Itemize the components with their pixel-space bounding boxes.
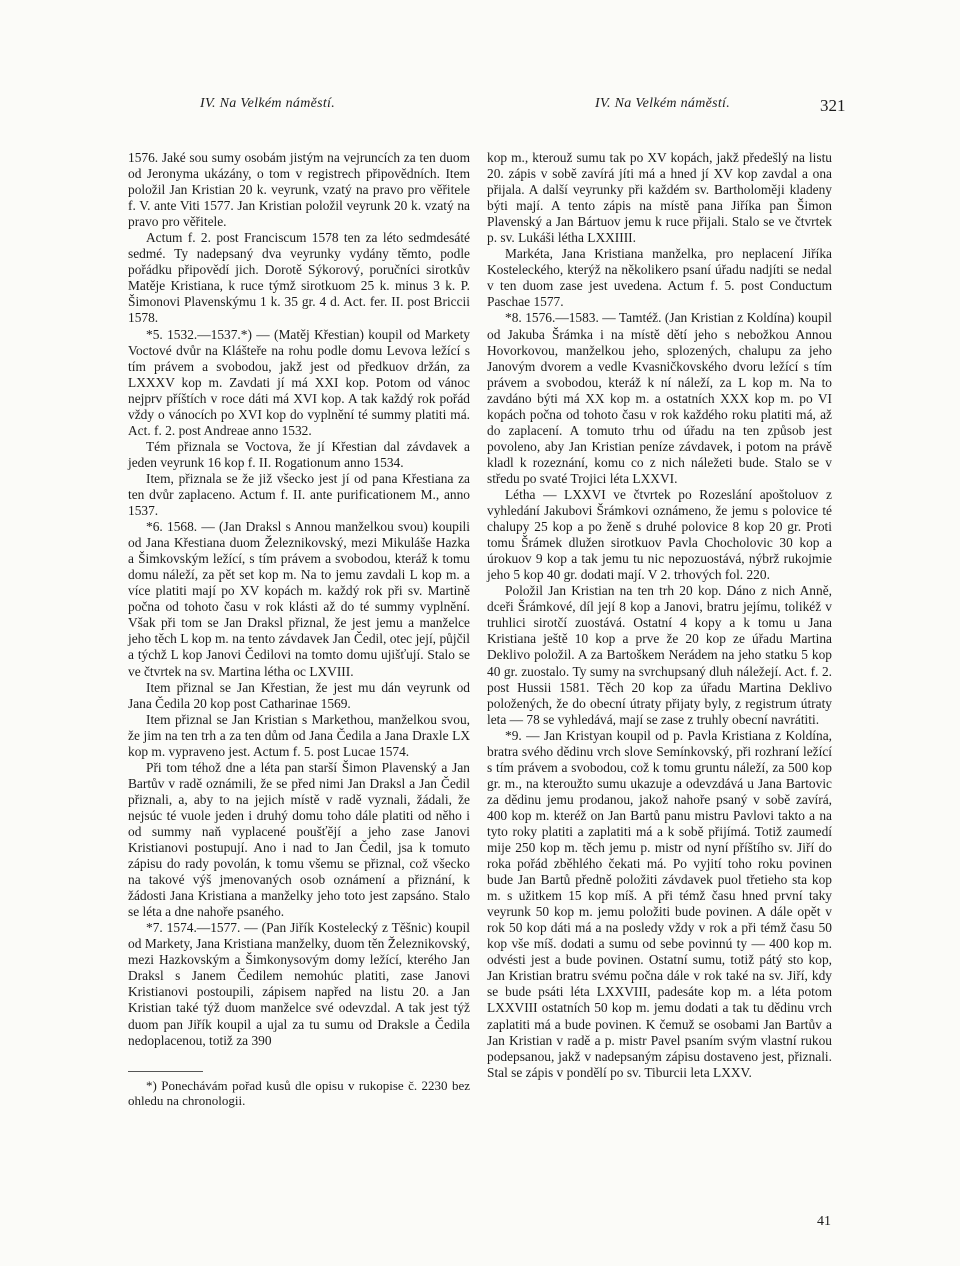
- signature-mark: 41: [817, 1214, 831, 1229]
- paragraph: Markéta, Jana Kristiana manželka, pro neplacení Jiříka Kosteleckého, kterýž na několikero psaní úřadu nadjíti se nedal v ten duom zase jest uvedena. Actum f. 5. post Conductum Paschae 1577.: [487, 246, 832, 310]
- paragraph: Položil Jan Kristian na ten trh 20 kop. Dáno z nich Anně, dceři Šrámkové, díl její 8 kop a Janovi, bratru jejímu, tolikéž v truhlici sirotčí zuostává. Ostatní 4 kopy a k tomu u Jana Kristiana ještě 10 kop a prve že 20 kop ze úřadu Martina Deklivo položil. A za Bartoškem Nerádem na jeho statku 5 kop 40 gr. zuostalo. Ty sumy na svrchupsaný dluh náležejí. Act. f. 2. post Hussii 1581. Těch 20 kop za úřadu Martina Deklivo položených, že do obecní útraty přijaty byly, z registrum útraty leta — 78 se vyhledává, mají se zase z truhly obecní navrátiti.: [487, 583, 832, 727]
- page-number: 321: [820, 96, 846, 115]
- paragraph: Při tom téhož dne a léta pan starší Šimon Plavenský a Jan Bartův v radě oznámili, že se před nimi Jan Draksl a Jan Čedil přiznali, a, aby to na jejich místě v radě vyznali, žádali, že nejsúc té vuole jeden i druhý domu toho dále platiti od něho i od summy naň vyplacené poušťějí a jeho zase Janovi Kristianovi postupují. Ano i nad to Jan Čedil, jsa k tomuto zápisu do rady povolán, k tomu všemu se přiznal, což všecko na takové výš jmenovaných osob oznámení a přiznání, k žádosti Jana Kristiana a manželky jeho toto jest zapsáno. Stalo se léta a dne nahoře psaného.: [128, 759, 470, 920]
- paragraph: kop m., kterouž sumu tak po XV kopách, jakž předešlý na listu 20. zápis v sobě zavírá jíti má a hned jí XV kop zavdal a ona přijala. A další veyrunky při každém sv. Bartholoměji kladeny býti mají. A tento zápis na místě pana Jiříka pan Šimon Plavenský a Jan Bártuov jemu k ruce přijali. Stalo se ve čtvrtek p. sv. Lukáši létha LXXIIII.: [487, 150, 832, 246]
- paragraph: Tém přiznala se Voctova, že jí Křestian dal závdavek a jeden veyrunk 16 kop f. II. Rogationum anno 1534.: [128, 438, 470, 470]
- paragraph: *9. — Jan Kristyan koupil od p. Pavla Kristiana z Koldína, bratra svého dědinu vrch slove Semínkovský, při rozhraní ležící s tím právem a svobodou, což k tomu gruntu náleží, za 500 kop gr. m., na kteroužto sumu ukazuje a odevzdává u Jana Bartovic za dědinu jemu prodanou, jakož nahoře psaný v sobě zavírá, 400 kop m. kteréž on Jan Bartů panu mistru Pavlovi takto a na tyto roky platiti a zaplatiti má a k sobě přijímá. Totiž zaumedí mije 250 kop m. těch jemu p. mistr od nyní příštího sv. Jiří do roka pořád zběhlého čekati má. Po vyjití toho roku povinen bude Jan Bartů předně položiti závdavek puol třetieho sta kop m. s užitkem 15 kop míš. A při témž času hned první taky veyrunk 50 kop m. jemu položiti bude povinen. A dále opět v rok 50 kop dáti má a na posledy vždy v rok a při témž času 50 kop vše míš. dodati a sumu od sebe povinnú ty — 400 kop m. odvésti jest a bude povinen. Ostatní sumu, totiž pátý sto kop, Jan Kristian bratru svému počna dále v rok také na sv. Jiří, kdy se bude psáti léta LXXVIII, padesáte kop m. a léta potom LXXVIII ostatních 50 kop m. jemu dodati a tak tu dědinu vrch zaplatiti má a bude povinen. K čemuž se osobami Jan Bartův a Jan Kristian v radě a p. mistr Pavel psaním svým vlastní rukou podepsanou, jakž v nadepsaným zápisu dostaveno jest, přiznali. Stal se zápis v pondělí po sv. Tiburcii leta LXXV.: [487, 727, 832, 1080]
- paragraph: *7. 1574.—1577. — (Pan Jiřík Kostelecký z Těšnic) koupil od Markety, Jana Kristiana manželky, duom těn Železnikovský, mezi Hazkovským a Šimkonysovým domy ležící, kterého Jan Draksl s Janem Čedilem nemohúc platiti, zase Janovi Kristianovi postoupili, zápisem napřed na listu 20. a Jan Kristian také týž duom manželce své odevzdal. A tak jest týž duom pan Jiřík koupil a ujal za tu sumu od Draksle a Čedila nedoplacenou, totiž za 390: [128, 920, 470, 1048]
- paragraph: Létha — LXXVI ve čtvrtek po Rozeslání apoštoluov z vyhledání Jakubovi Šrámkovi oznámeno, že jemu s polovice té chalupy 25 kop a po ženě s druhé polovice 8 kop 20 gr. Proti tomu Šrámek dlužen sirotkuov Pavla Chocholovic 30 kop a úrokuov 9 kop a tak jemu tu nic nepozuostává, nýbrž rukojmie jeho 5 kop 40 gr. dodati mají. V 2. trhových fol. 220.: [487, 486, 832, 583]
- paragraph: 1576. Jaké sou sumy osobám jistým na vejruncích za ten duom od Jeronyma ukázány, o tom v registrech připovědních. Item položil Jan Kristian 20 k. veyrunk, vzatý na pravo pro věřitele f. V. ante Viti 1577. Jan Kristian položil veyrunk 20 k. vzatý na pravo pro věřitele.: [128, 150, 470, 230]
- paragraph: Item přiznal se Jan Kristian s Markethou, manželkou svou, že jim na ten trh a za ten dům od Jana Čedila a Jana Draxle LX kop m. vypraveno jest. Actum f. 5. post Lucae 1574.: [128, 711, 470, 759]
- paragraph: *6. 1568. — (Jan Draksl s Annou manželkou svou) koupili od Jana Křestiana duom Železnikovský, mezi Mikuláše Hazka a Šimkovským ležící, s tím právem a svobodou, kteráž k tomu domu náleží, za pět set kop m. Na to jemu zavdali L kop m. a více platiti mají po XV kopách m. každý rok při sv. Martině počna od tohoto času v rok klásti až do té summy vyplnění. Však při tom se Jan Draksl přiznal, že jest jemu a manželce jeho těch L kop m. na tento závdavek Jan Čedil, otec její, půjčil a týchž L kop Janovi Čedilovi na tomto domu ujišťují. Stalo se ve čtvrtek na sv. Martina létha oc LXVIII.: [128, 519, 470, 679]
- running-head-left: IV. Na Velkém náměstí.: [200, 96, 336, 111]
- footnote-rule: [128, 1071, 203, 1072]
- right-column: [487, 150, 832, 1081]
- paragraph: Item, přiznala se že již všecko jest jí od pana Křestiana za ten dvůr zaplaceno. Actum f. II. ante purificationem M., anno 1537.: [128, 470, 470, 519]
- left-column: [128, 150, 470, 1109]
- footnote: *) Ponechávám pořad kusů dle opisu v rukopise č. 2230 bez ohledu na chronologii.: [128, 1077, 470, 1109]
- paragraph: *8. 1576.—1583. — Tamtéž. (Jan Kristian z Koldína) koupil od Jakuba Šrámka i na místě dětí jeho s nebožkou Annou Hovorkovou, manželkou jeho, splozených, chalupu za jeho Janovým dvorem a vedle Kvasničkovského dvoru ležící s tím právem a svobodou, kteráž k ní náleží, za L kop m. Na to zavdáno býti má XX kop m. a ostatních XXX kop m. po VI kopách počna od tohoto času v rok každého roku platiti má, až do zaplacení. A tomuto trhu od úřadu na ten způsob jest povoleno, aby Jan Kristian peníze závdavek, i potom na právě kladl k rozeznání, komu co z nich náležeti bude. Stalo se v středu po svaté Trojici léta LXXVI.: [487, 310, 832, 486]
- paragraph: Actum f. 2. post Franciscum 1578 ten za léto sedmdesáté sedmé. Ty nadepsaný dva veyrunky vydány těmto, podle pořádku připovědí jich. Dorotě Sýkorový, poručníci sirotkův Matěje Kristiana, k ruce týmž sirotkuom 25 k. minus 3 k. P. Šimonovi Plavenskýmu 1 k. 35 gr. 4 d. Act. fer. II. post Briccii 1578.: [128, 230, 470, 326]
- paragraph: *5. 1532.—1537.*) — (Matěj Křestian) koupil od Markety Voctové dvůr na Klášteře na rohu podle domu Levova ležící s tím právem a svobodou, jakž jest od předkuov držán, za LXXXV kop m. Zavdati jí má XXI kop. Potom od vánoc nejprv příštích v roce dáti má XVI kop. A tak každý rok pořád vždy o vánocích po XVI kop do vyplnění té summy platiti má. Act. f. 2. post Andreae anno 1532.: [128, 326, 470, 438]
- paragraph: Item přiznal se Jan Křestian, že jest mu dán veyrunk od Jana Čedila 20 kop post Catharinae 1569.: [128, 679, 470, 711]
- running-head-right: IV. Na Velkém náměstí.: [595, 96, 731, 111]
